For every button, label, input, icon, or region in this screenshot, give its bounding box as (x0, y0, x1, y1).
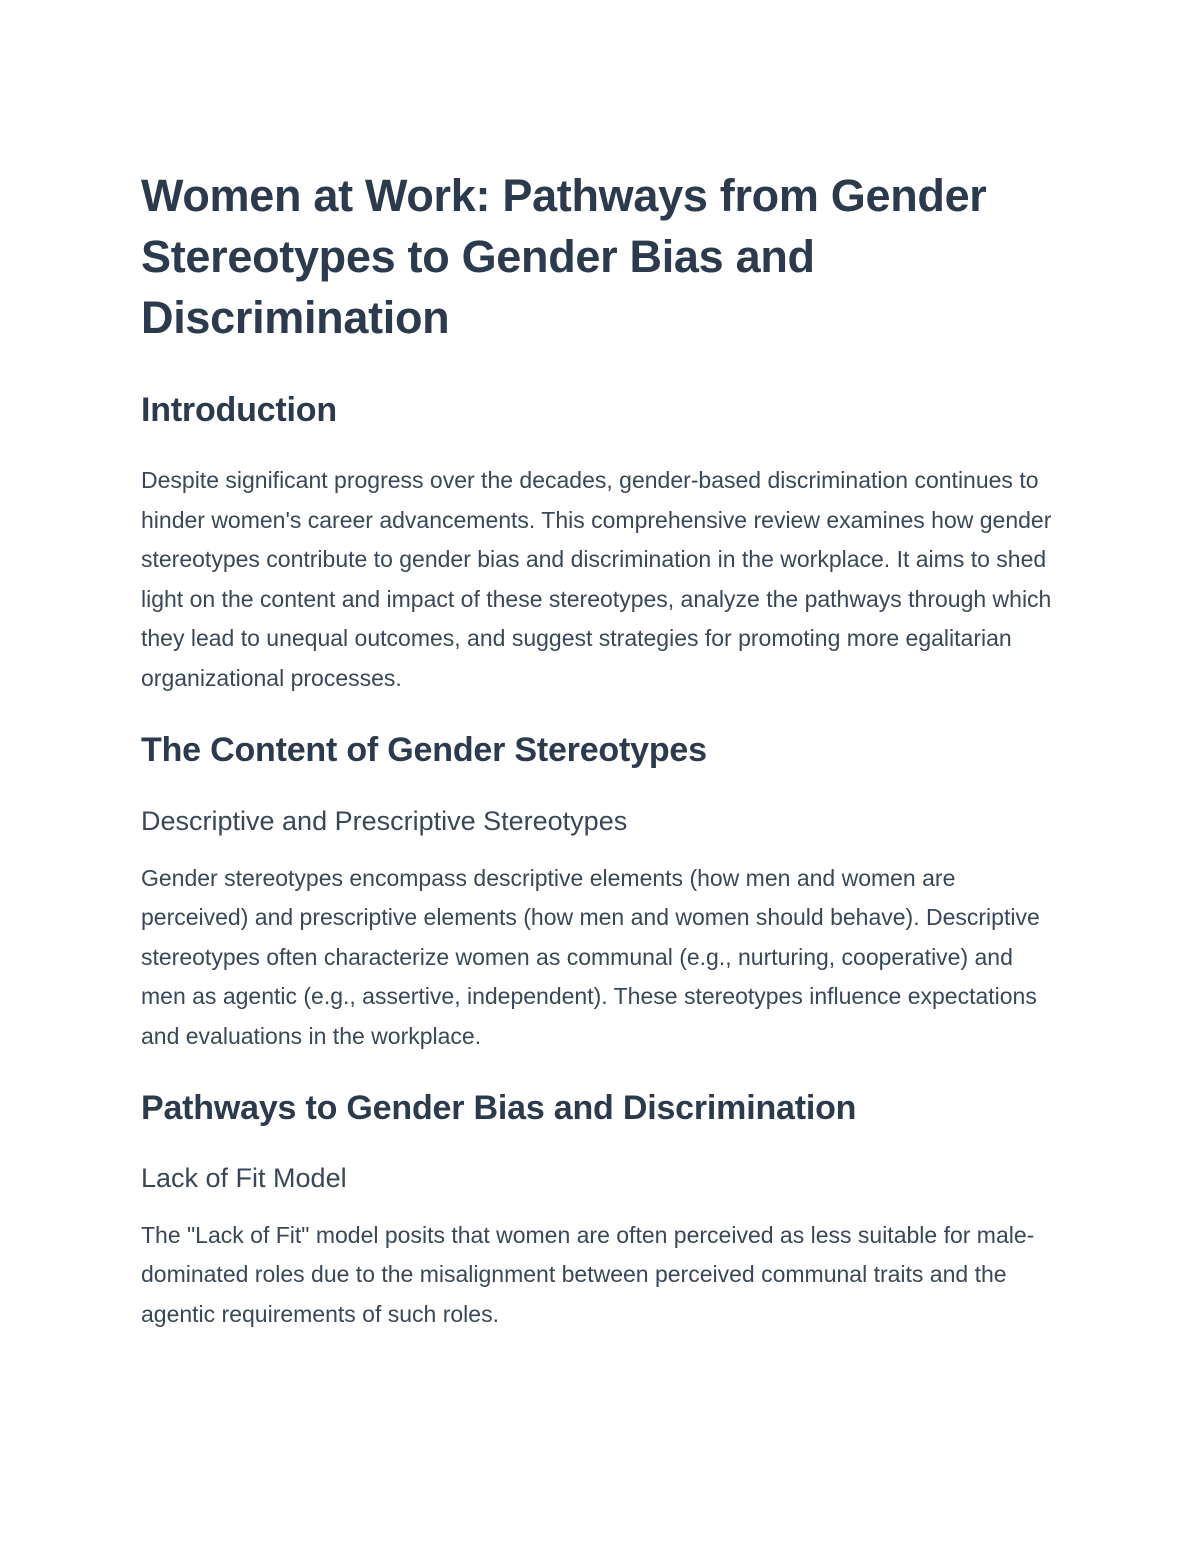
lack-of-fit-paragraph: The "Lack of Fit" model posits that women are often perceived as less suitable for male-dominated roles due to the misalignment between perceived communal traits and the agentic requirements of such roles. (141, 1221, 1035, 1327)
document-title: Women at Work: Pathways from Gender Stereotypes to Gender Bias and Discrimination (141, 170, 987, 343)
descriptive-prescriptive-paragraph: Gender stereotypes encompass descriptive elements (how men and women are perceived) and prescriptive elements (how men and women should behave). Descriptive stereotypes often characterize women as communal (e.g., nurturing, cooperative) and men as agentic (e.g., assertive, independent). These stereotypes influence expectations and evaluations in the workplace. (141, 864, 1040, 1049)
introduction-paragraph: Despite significant progress over the decades, gender-based discrimination continues to hinder women's career advancements. This comprehensive review examines how gender stereotypes contribute to gender bias and discrimination in the workplace. It aims to shed light on the content and impact of these stereotypes, analyze the pathways through which they lead to unequal outcomes, and suggest strategies for promoting more egalitarian organizational processes. (141, 467, 1052, 691)
document-page (141, 165, 1061, 1334)
subsection-heading-descriptive-prescriptive: Descriptive and Prescriptive Stereotypes (141, 805, 628, 836)
subsection-heading-lack-of-fit: Lack of Fit Model (141, 1162, 347, 1193)
section-heading-content-of-stereotypes: The Content of Gender Stereotypes (141, 730, 707, 769)
section-heading-introduction: Introduction (141, 391, 337, 429)
section-heading-pathways: Pathways to Gender Bias and Discrimination (141, 1088, 857, 1127)
